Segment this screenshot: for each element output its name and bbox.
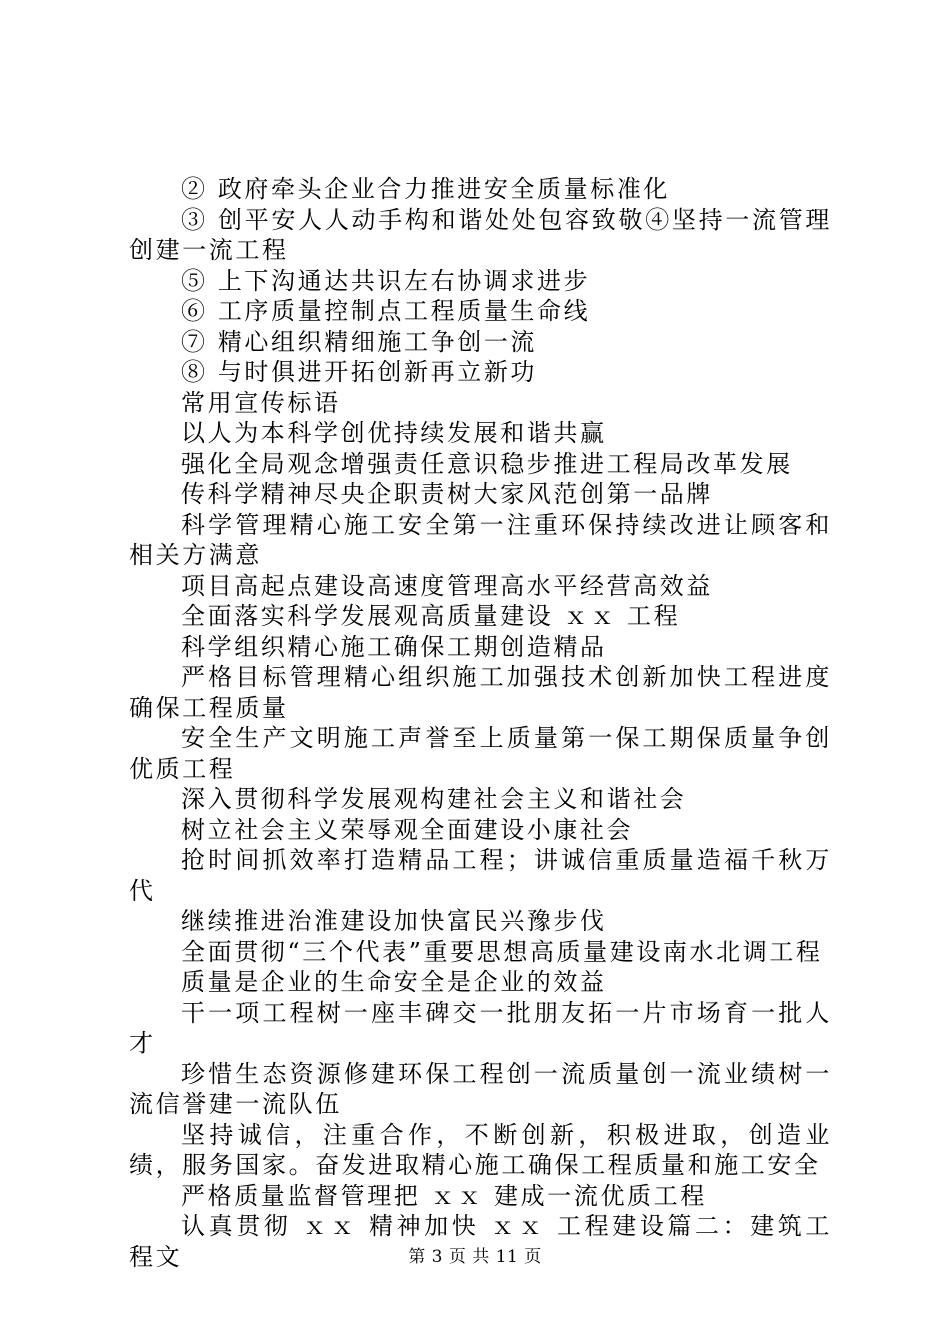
paragraph: 安全生产文明施工声誉至上质量第一保工期保质量争创优质工程	[129, 724, 832, 783]
paragraph: ⑦ 精心组织精细施工争创一流	[181, 327, 538, 356]
paragraph: 全面贯彻“三个代表”重要思想高质量建设南水北调工程	[181, 937, 823, 966]
paragraph: 质量是企业的生命安全是企业的效益	[181, 968, 607, 996]
paragraph: 严格目标管理精心组织施工加强技术创新加快工程进度确保工程质量	[129, 663, 832, 722]
paragraph: 传科学精神尽央企职责树大家风范创第一品牌	[181, 480, 713, 508]
paragraph: 树立社会主义荣辱观全面建设小康社会	[181, 815, 634, 844]
paragraph: 继续推进治淮建设加快富民兴豫步伐	[181, 907, 607, 935]
paragraph: 全面落实科学发展观高质量建设 ｘｘ 工程	[181, 602, 681, 630]
paragraph: 珍惜生态资源修建环保工程创一流质量创一流业绩树一流信誉建一流队伍	[129, 1059, 832, 1118]
paragraph: 强化全局观念增强责任意识稳步推进工程局改革发展	[181, 449, 793, 478]
paragraph: 以人为本科学创优持续发展和谐共赢	[181, 419, 607, 447]
paragraph: 干一项工程树一座丰碑交一批朋友拓一片市场育一批人才	[129, 998, 832, 1057]
paragraph: 项目高起点建设高速度管理高水平经营高效益	[181, 571, 713, 600]
paragraph: ② 政府牵头企业合力推进安全质量标准化	[181, 175, 671, 203]
paragraph: 科学组织精心施工确保工期创造精品	[181, 632, 607, 661]
page-footer: 第 3 页 共 11 页	[408, 1247, 542, 1267]
paragraph: ⑥ 工序质量控制点工程质量生命线	[181, 297, 591, 325]
document-body	[129, 174, 832, 1272]
paragraph: 严格质量监督管理把 ｘｘ 建成一流优质工程	[181, 1181, 707, 1210]
paragraph: 深入贯彻科学发展观构建社会主义和谐社会	[181, 785, 687, 813]
paragraph: 抢时间抓效率打造精品工程；讲诚信重质量造福千秋万代	[129, 846, 832, 905]
paragraph: ⑤ 上下沟通达共识左右协调求进步	[181, 266, 591, 295]
paragraph: ③ 创平安人人动手构和谐处处包容致敬④坚持一流管理创建一流工程	[129, 205, 832, 264]
paragraph: ⑧ 与时俱进开拓创新再立新功	[181, 358, 538, 386]
paragraph: 坚持诚信，注重合作，不断创新，积极进取，创造业绩，服务国家。奋发进取精心施工确保工程质量和施工安全	[129, 1120, 832, 1179]
paragraph: 认真贯彻 ｘｘ 精神加快 ｘｘ 工程建设篇二：建筑工程文	[129, 1212, 832, 1271]
paragraph: 常用宣传标语	[181, 388, 341, 417]
paragraph: 科学管理精心施工安全第一注重环保持续改进让顾客和相关方满意	[129, 510, 832, 569]
